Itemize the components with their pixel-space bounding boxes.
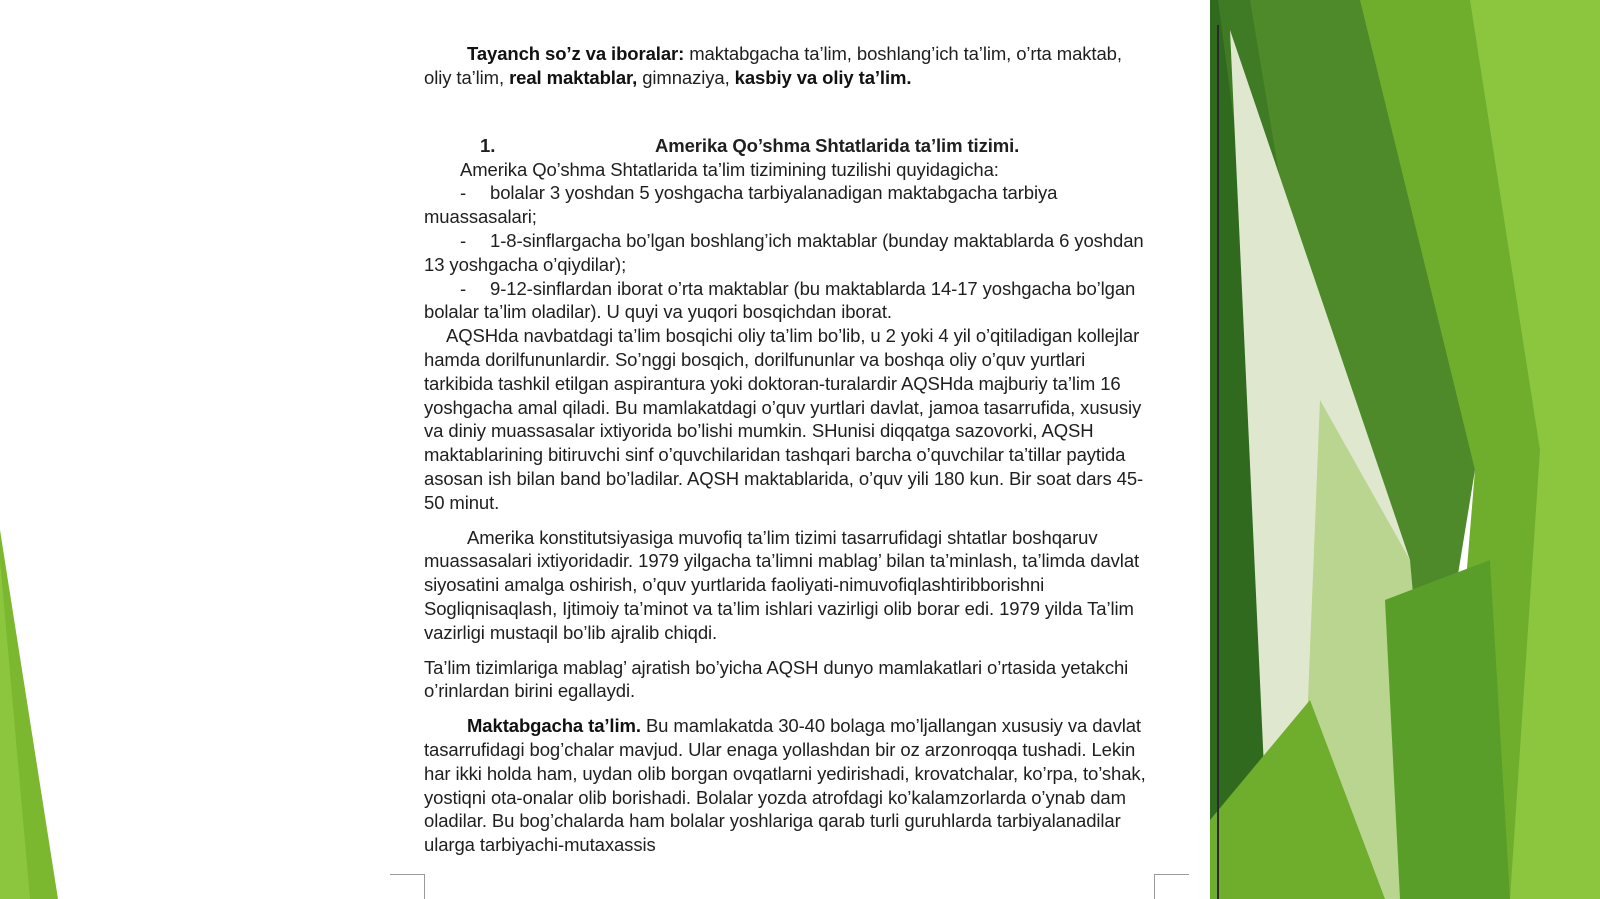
page-edge-line [1217,25,1219,899]
right-green-decoration [1210,0,1600,899]
keywords-bold-real: real maktablar, [509,66,638,88]
list-item [424,181,1148,229]
left-green-decoration [0,0,80,899]
list-item [424,229,1148,277]
list-item [424,277,1148,325]
preschool-text: Bu mamlakatda 30-40 bolaga mo’ljallangan xususiy va davlat tasarrufidagi bog’chalar mavjud. Ular enaga yollashdan bir oz arzonroqqa tushadi. Lekin har ikki holda ham, uydan olib borgan ovqatlarni yedirishadi, krovatchalar, ko’rpa, to’shak, yostiqni ota-onalar olib borishadi. Bolalar yozda atrofdagi ko’kalamzorlarda o’ynab dam oladilar. Bu bog’chalarda ham bolalar yoshlariga qarab turli guruhlarda tarbiyalanadilar ularga tarbiyachi-mutaxassis [424,715,1146,856]
preschool-paragraph [424,714,1148,857]
funding-paragraph: Ta’lim tizimlariga mablag’ ajratish bo’yicha AQSH dunyo mamlakatlari o’rtasida yetakchi o’rinlardan birini egallaydi. [424,656,1129,702]
list-marker: - [460,229,467,251]
section-number: 1. [480,134,496,156]
keywords-bold-kasbiy: kasbiy va oliy ta’lim. [734,66,912,88]
section-heading [424,134,1148,158]
keywords-text: maktabgacha ta’lim, boshlang’ich ta’lim, o’rta maktab, oliy ta’lim, [424,43,1122,88]
preschool-label: Maktabgacha ta’lim. [467,715,641,737]
higher-education-paragraph: AQSHda navbatdagi ta’lim bosqichi oliy ta’lim bo’lib, u 2 yoki 4 yil o’qitiladigan kollejlar hamda dorilfununlardir. So’nggi bosqich, dorilfununlar va boshqa oliy o’quv yurtlari tarkibida tashkil etilgan aspirantura yoki doktoran-turalardir AQSHda majburiy ta’lim 16 yoshgacha amal qiladi. Bu mamlakatdagi o’quv yurtlari davlat, jamoa tasarrufida, xususiy va diniy muassasalar ixtiyorida bo’lishi mumkin. SHunisi diqqatga sazovorki, AQSH maktablarining bitiruvchi sinf o’quvchilaridan tashqari barcha o’quvchilar ta’tillar paytida asosan ish bilan band bo’ladilar. AQSH maktablarida, o’quv yili 180 kun. Bir soat dars 45-50 minut. [424,325,1144,513]
section-title: Amerika Qo’shma Shtatlarida ta’lim tizimi. [655,134,1020,156]
list-marker: - [460,277,467,299]
keywords-text-2: gimnaziya, [637,66,735,88]
list-marker: - [460,182,467,204]
page-corner-mark-right [1154,874,1189,899]
list-item-text: 9-12-sinflardan iborat o’rta maktablar (bu maktablarda 14-17 yoshgacha bo’lgan bolalar ta’lim oladilar). U quyi va yuqori bosqichdan iborat. [424,277,1136,323]
list-item-text: bolalar 3 yoshdan 5 yoshgacha tarbiyalanadigan maktabgacha tarbiya muassasalari; [424,182,1058,228]
page-corner-mark-left [390,874,425,899]
keywords-label: Tayanch so’z va iboralar: [467,43,685,64]
list-item-text: 1-8-sinflargacha bo’lgan boshlang’ich maktablar (bunday maktablarda 6 yoshdan 13 yoshgacha o’qiydilar); [424,229,1144,275]
document-body [424,42,1148,857]
constitution-paragraph: Amerika konstitutsiyasiga muvofiq ta’lim tizimi tasarrufidagi shtatlar boshqaruv muassasalari ixtiyoridadir. 1979 yilgacha ta’limni mablag’ bilan ta’minlash, ta’limda davlat siyosatini amalga oshirish, o’quv yurtlarida faoliyati-nimuvofiqlashtiribborishni Sogliqnisaqlash, Ijtimoiy ta’minot va ta’lim ishlari vazirligi olib borar edi. 1979 yilda Ta’lim vazirligi mustaqil bo’lib ajralib chiqdi. [424,526,1140,643]
keywords-paragraph [424,42,1148,90]
intro-paragraph: Amerika Qo’shma Shtatlarida ta’lim tizimining tuzilishi quyidagicha: [460,158,999,180]
